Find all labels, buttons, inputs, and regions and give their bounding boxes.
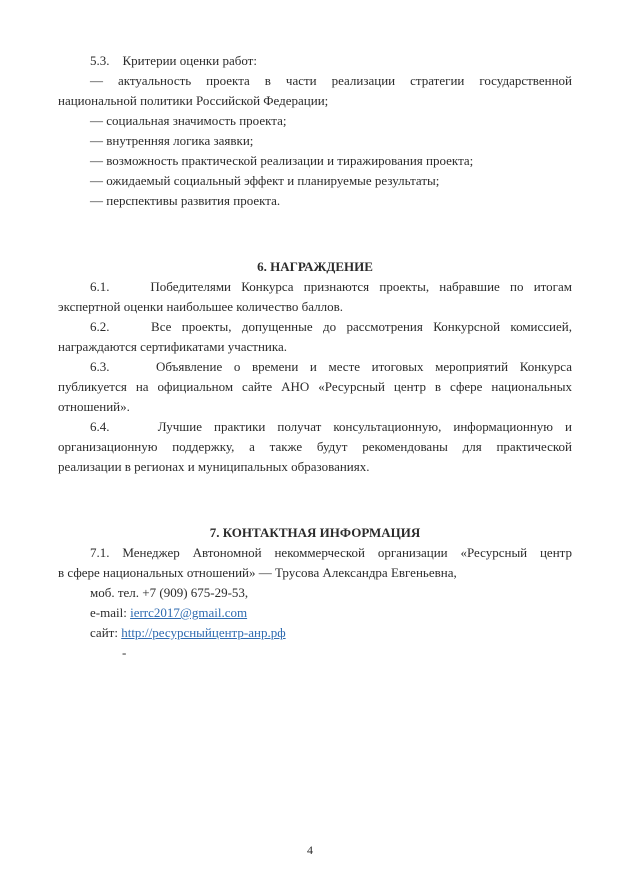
website-link[interactable]: http://ресурсныйцентр-анр.рф (121, 625, 286, 640)
clause-6-1-line-2 (58, 297, 572, 317)
section-6-heading-text: 6. НАГРАЖДЕНИЕ (257, 259, 373, 274)
criteria-item-3-text: — внутренняя логика заявки; (90, 133, 254, 148)
clause-6-4-line-3 (58, 457, 572, 477)
clause-6-4-line-2 (58, 437, 572, 457)
clause-5-3-text: 5.3. Критерии оценки работ: (90, 53, 257, 68)
clause-7-1-line-2 (58, 563, 572, 583)
clause-6-2-line-2-text: награждаются сертификатами участника. (58, 339, 288, 354)
criteria-item-1-line-2 (58, 91, 572, 111)
criteria-item-5-text: — ожидаемый социальный эффект и планируемые результаты; (90, 173, 440, 188)
clause-6-4-line-1-text: 6.4. Лучшие практики получат консультационную, информационную и (90, 419, 572, 434)
criteria-item-1-line-2-text: национальной политики Российской Федерации; (58, 93, 329, 108)
clause-6-4-line-2-text: организационную поддержку, а также будут рекомендованы для практической (58, 439, 572, 454)
clause-6-3-line-3-text: отношений». (58, 399, 130, 414)
clause-6-4-line-1 (58, 417, 572, 437)
clause-6-3-line-3 (58, 397, 572, 417)
clause-6-4-line-3-text: реализации в регионах и муниципальных образованиях. (58, 459, 370, 474)
clause-6-3-line-1-text: 6.3. Объявление о времени и месте итоговых мероприятий Конкурса (90, 359, 572, 374)
phone-line-text: моб. тел. +7 (909) 675-29-53, (90, 585, 249, 600)
clause-6-1-line-2-text: экспертной оценки наибольшее количество баллов. (58, 299, 343, 314)
clause-5-3 (58, 51, 572, 71)
criteria-item-6 (58, 191, 572, 211)
clause-6-3-line-2 (58, 377, 572, 397)
phone-line (58, 583, 572, 603)
clause-7-1-line-1 (58, 543, 572, 563)
clause-6-1-line-1-text: 6.1. Победителями Конкурса признаются проекты, набравшие по итогам (90, 279, 572, 294)
criteria-item-1-line-1-text: — актуальность проекта в части реализации стратегии государственной (90, 73, 572, 88)
page-number: 4 (307, 843, 313, 857)
criteria-item-2 (58, 111, 572, 131)
clause-6-3-line-1 (58, 357, 572, 377)
clause-6-2-line-1 (58, 317, 572, 337)
section-6-heading (58, 257, 572, 277)
website-line-text: сайт: (90, 625, 122, 640)
criteria-item-4 (58, 151, 572, 171)
email-line-text: e-mail: (90, 605, 131, 620)
criteria-item-2-text: — социальная значимость проекта; (90, 113, 287, 128)
section-7-heading-text: 7. КОНТАКТНАЯ ИНФОРМАЦИЯ (209, 525, 421, 540)
criteria-item-1-line-1 (58, 71, 572, 91)
criteria-item-5 (58, 171, 572, 191)
clause-6-2-line-2 (58, 337, 572, 357)
stray-dash-text: - (122, 645, 127, 660)
email-link[interactable]: ierrc2017@gmail.com (130, 605, 248, 620)
email-line (58, 603, 572, 623)
website-line (58, 623, 572, 643)
clause-6-3-line-2-text: публикуется на официальном сайте АНО «Ресурсный центр в сфере национальных (58, 379, 572, 394)
clause-6-1-line-1 (58, 277, 572, 297)
clause-7-1-line-2-text: в сфере национальных отношений» — Трусова Александра Евгеньевна, (58, 565, 457, 580)
criteria-item-6-text: — перспективы развития проекта. (90, 193, 281, 208)
criteria-item-3 (58, 131, 572, 151)
document-content (58, 51, 572, 663)
clause-6-2-line-1-text: 6.2. Все проекты, допущенные до рассмотрения Конкурсной комиссией, (90, 319, 572, 334)
stray-dash (58, 643, 572, 663)
clause-7-1-line-1-text: 7.1. Менеджер Автономной некоммерческой организации «Ресурсный центр (90, 545, 572, 560)
criteria-item-4-text: — возможность практической реализации и тиражирования проекта; (90, 153, 474, 168)
section-7-heading (58, 523, 572, 543)
